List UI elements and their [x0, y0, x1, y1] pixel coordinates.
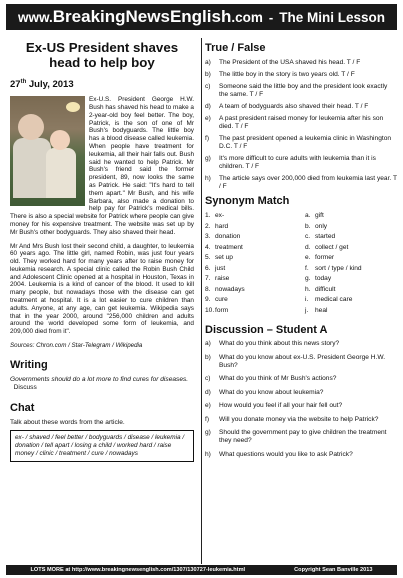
copyright-text: Copyright Sean Banville 2013	[294, 567, 373, 573]
list-item: b) The little boy in the story is two years old. T / F	[205, 71, 355, 78]
lesson-title: The Mini Lesson	[279, 9, 385, 25]
left-column	[10, 38, 194, 462]
synonym-match-grid: 1. ex- a. gift 2. hard b. only 3. donation c. started 4. treatment d. collect / get 5. set up e. former 6. just f. sort / type / kind 7. raise g. today 8. nowadays h. difficult 9. cure i. medical care 10. form j. heal	[205, 212, 362, 314]
true-false-title: True / False	[205, 42, 266, 54]
article-paragraph: Mr And Mrs Bush lost their second child, a daughter, to leukemia 60 years ago. The little girl, named Robin, was just four years old. They worked hard for many years after to raise money for leukemia research. A special clinic called the Robin Bush Child and Adolescent Clinic opened at a hospital in Houston, Texas in 2004. Leukemia is a kind of cancer of the blood. It used to kill many people, but nowadays those with the disease can get treatment at hospital. It is a lot easier to cure children than adults. Anyone, at any age, can get leukemia. Wikipedia says that in the year 2000, around "256,000 children and adults around the world developed some form of leukemia, and 209,000 died from it".	[10, 242, 194, 336]
lesson-link[interactable]: LOTS MORE at http://www.breakingnewsenglish.com/1307/130727-leukemia.html	[30, 567, 246, 573]
list-item: g) Should the government pay to give children the treatment they need?	[205, 429, 387, 444]
list-item: c) What do you think of Mr Bush's actions?	[205, 375, 337, 382]
chat-word-box: ex- / shaved / feel better / bodyguards / disease / leukemia / donation / tell apart / losing a child / worked hard / raise money / clinic / treatment / cure / nowadays	[10, 430, 194, 462]
list-item: c) Someone said the little boy and the president look exactly the same. T / F	[205, 83, 388, 98]
list-item: a) What do you think about this news story?	[205, 340, 340, 347]
list-item: e) How would you feel if all your hair fell out?	[205, 402, 343, 409]
writing-instruction: Discuss	[13, 384, 37, 392]
site-name[interactable]: www.BreakingNewsEnglish.com	[18, 7, 263, 26]
true-false-list	[205, 59, 397, 191]
discussion-list	[205, 340, 397, 459]
list-item: b) What do you know about ex-U.S. President George H.W. Bush?	[205, 353, 386, 369]
article-sources: Sources: Chron.com / Star-Telegram / Wikipedia	[10, 342, 143, 350]
chat-intro: Talk about these words from the article.	[10, 419, 125, 427]
photo-boy-body	[46, 148, 76, 198]
list-item: h) What questions would you like to ask Patrick?	[205, 450, 353, 458]
list-item: f) Will you donate money via the website to help Patrick?	[205, 415, 379, 423]
site-banner	[6, 4, 397, 30]
list-item: h) The article says over 200,000 died from leukemia last year. T / F	[205, 175, 397, 190]
photo-boy-head	[50, 130, 70, 150]
list-item: a) The President of the USA shaved his head. T / F	[205, 59, 361, 66]
right-column	[205, 38, 397, 464]
page-footer	[6, 565, 397, 575]
photo-lamp	[66, 102, 80, 112]
list-item: e) A past president raised money for leukemia after his son died. T / F	[205, 115, 384, 130]
writing-prompt: Governments should do a lot more to find cures for diseases. Discuss	[10, 376, 189, 392]
column-divider	[201, 38, 202, 564]
article-paragraph: Ex-U.S. President George H.W. Bush has shaved his head to make a 2-year-old boy feel better. The boy, Patrick, is the son of one of Mr Bush's bodyguards. The little boy has a blood disease called leukemia. When people have treatment for leukemia, all their hair falls out. Bush said he wanted to help Patrick. Mr Bush's friend said the former president, 89, now looks the same as Patrick. He said: "It's hard to tell them apart." Mr Bush, and his wife Barbara, also made a donation to help pay for Patrick's medical bills. There is also a special website for Patrick where people can give money for his expensive treatment. The website was set up by Mr Bush's other bodyguards. They also shaved their head.	[10, 96, 194, 236]
chat-title: Chat	[10, 402, 35, 415]
list-item: d) A team of bodyguards also shaved their head. T / F	[205, 103, 369, 110]
writing-title: Writing	[10, 359, 48, 372]
discussion-title: Discussion – Student A	[205, 324, 328, 336]
list-item: d) What do you know about leukemia?	[205, 388, 324, 396]
article-date: 27th July, 2013	[10, 79, 74, 91]
article-photo	[10, 96, 85, 206]
article-headline: Ex-US President shaves head to help boy	[25, 40, 179, 70]
synonym-match-title: Synonym Match	[205, 195, 290, 207]
list-item: g) It's more difficult to cure adults with leukemia than it is children. T / F	[205, 155, 376, 170]
photo-man-head	[18, 114, 44, 140]
list-item: f) The past president opened a leukemia clinic in Washington D.C. T / F	[205, 135, 392, 150]
banner-separator: -	[268, 9, 274, 25]
article-body	[10, 96, 194, 336]
